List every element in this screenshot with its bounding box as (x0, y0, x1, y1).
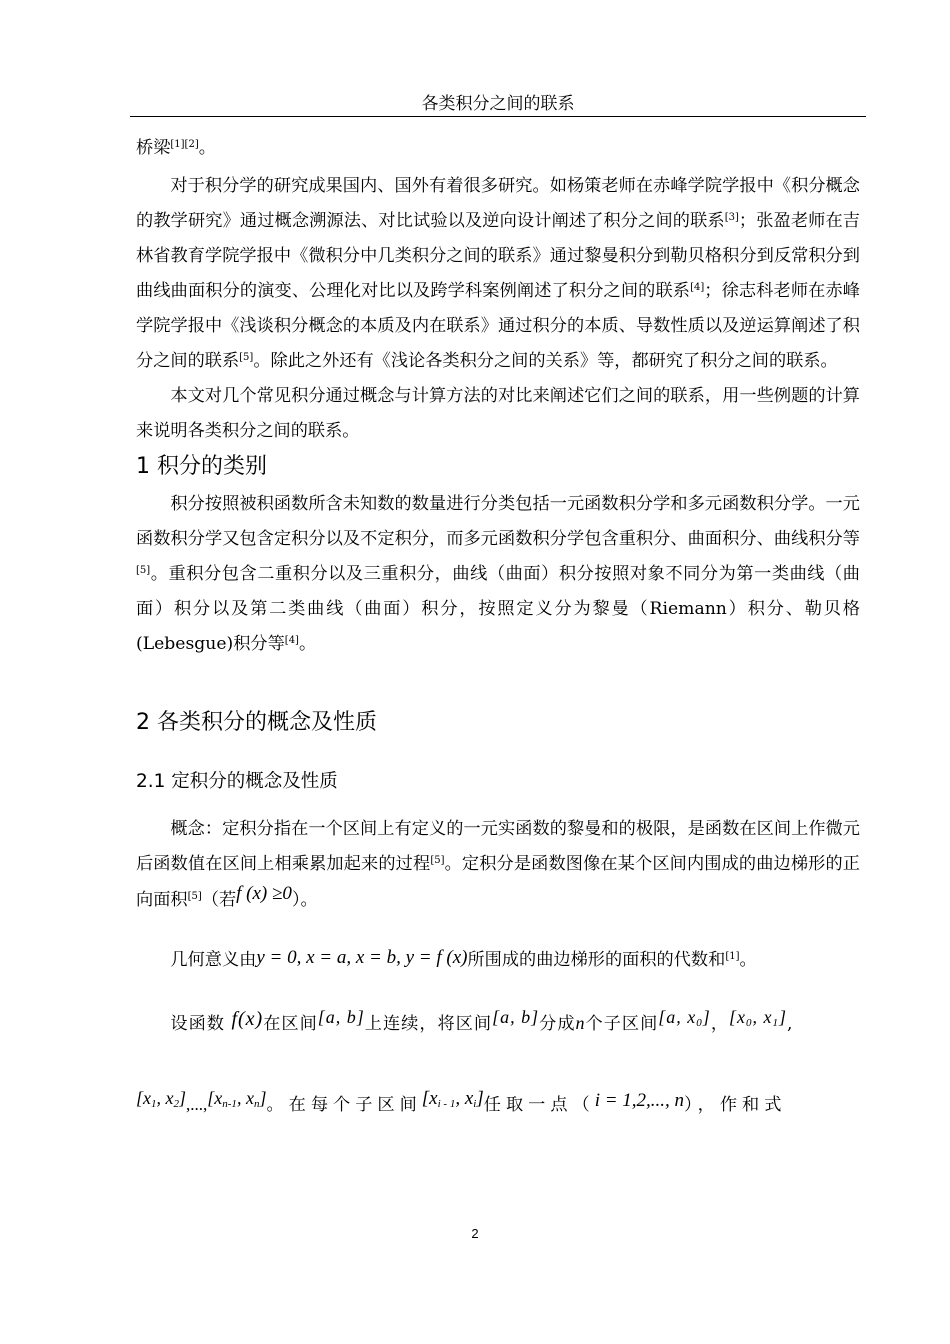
text: 。重积分包含二重积分以及三重积分，曲线（曲面）积分按照对象不同分为第一类曲线（曲面）积分以及第二类曲线（曲面）积分，按照定义分为黎曼（Riemann）积分、勒贝格(Lebesgue)积分等 (136, 564, 860, 654)
text: 设函数 (170, 1014, 225, 1034)
running-header: 各类积分之间的联系 (421, 94, 575, 114)
index-range-math: i = 1,2,..., n (594, 1090, 685, 1111)
text: [x (207, 1088, 223, 1108)
subsection-2-1-heading: 2.1 定积分的概念及性质 (136, 771, 338, 792)
subinterval-math: [$x_{n-1}$, $x_n$] (207, 1088, 267, 1110)
concept-paragraph (136, 812, 860, 918)
punct: 。 (198, 138, 216, 158)
subscript: n-1 (222, 1098, 237, 1110)
text: 所围成的曲边梯形的面积的代数和 (467, 950, 726, 970)
text: ），作和式 (684, 1095, 787, 1115)
section-2-heading: 2 各类积分的概念及性质 (136, 710, 377, 735)
text: 个子区间 (585, 1014, 659, 1034)
definition-line-1: 设函数 f(x)在区间[a, b]上连续，将区间[a, b]分成n个子区间[a, $x_0$]，[$x_0$, $x_1$], (170, 1007, 794, 1034)
function-f-math: f(x) (231, 1008, 264, 1030)
text: 几何意义由 (170, 950, 257, 970)
subinterval-math: [$x_0$, $x_1$] (729, 1007, 788, 1029)
subinterval-math: [$x_1$, $x_2$] (136, 1088, 187, 1110)
subscript: 2 (173, 1098, 179, 1110)
text: 上连续，将区间 (364, 1014, 493, 1034)
text: 。 (298, 634, 317, 654)
page-body (136, 131, 860, 1128)
subscript: 0 (696, 1017, 703, 1029)
subinterval-math: [$x_{i - 1}$, $x_i$] (421, 1088, 484, 1110)
text: [x (729, 1007, 747, 1027)
subscript: 1 (772, 1017, 780, 1029)
definition-line-2 (136, 1087, 860, 1128)
n-math: n (575, 1013, 586, 1033)
text: 。在每个子区间 (266, 1095, 422, 1115)
interval-math: [a, b] (492, 1007, 540, 1027)
citation: [4] (690, 282, 705, 293)
text: , x (236, 1088, 254, 1108)
intro-line0: 桥梁 (136, 138, 171, 158)
text: , x (455, 1088, 474, 1109)
ellipsis: ,..., (186, 1095, 208, 1114)
citation: [5] (430, 855, 445, 866)
text: 积分按照被积函数所含未知数的数量进行分类包括一元函数积分学和多元函数积分学。一元函数积分学又包含定积分以及不定积分，而多元函数积分学包含重积分、曲面积分、曲线积分等 (136, 494, 860, 549)
citation: [3] (724, 212, 739, 223)
text: ；徐志科老师在赤峰学院学报中《浅谈积分概念的本质及内在联系》通过积分的本质、导数性质以及逆运算阐述了积分之间的联系 (136, 281, 860, 371)
citation: [5] (239, 352, 254, 363)
text: （若 (201, 890, 237, 910)
geometric-meaning-paragraph (136, 942, 860, 978)
text: [a, x (658, 1007, 697, 1027)
subinterval-math: [a, $x_0$] (658, 1007, 711, 1029)
header-rule (130, 116, 866, 117)
section-1-paragraph (136, 487, 860, 662)
intro-paragraph-1 (136, 169, 860, 379)
text: 在区间 (263, 1014, 318, 1034)
text: 概念：定积分指在一个区间上有定义的一元实函数的黎曼和的极限，是函数在区间上作微元后函数值在区间上相乘累加起来的过程 (136, 819, 860, 874)
citation: [1][2] (170, 139, 199, 150)
subscript: 1 (151, 1098, 157, 1110)
text: [x (136, 1088, 151, 1108)
interval-math: [a, b] (317, 1007, 365, 1027)
text: 。定积分是函数图像在某个区间内围成的曲边梯形的正向面积 (136, 854, 860, 910)
text: ；张盈老师在吉林省教育学院学报中《微积分中几类积分之间的联系》通过黎曼积分到勒贝格积分到反常积分到曲线曲面积分的演变、公理化对比以及跨学科案例阐述了积分之间的联系 (136, 211, 860, 301)
text: ）。 (291, 890, 318, 910)
text: 任取一点（ (483, 1095, 595, 1115)
text: 。除此之外还有《浅论各类积分之间的关系》等，都研究了积分之间的联系。 (253, 351, 838, 371)
inequality-math: f (x) ≥0 (236, 883, 292, 904)
subscript: 0 (746, 1017, 753, 1029)
subscript: i - 1 (437, 1098, 456, 1110)
citation: [1] (725, 951, 740, 962)
text: 。 (739, 950, 757, 970)
citation: [5] (136, 565, 151, 576)
intro-continuation (136, 131, 860, 166)
citation: [5] (187, 891, 202, 902)
text: , x (752, 1007, 773, 1027)
boundary-equations-math: y = 0, x = a, x = b, y = f (x) (256, 947, 468, 968)
intro-paragraph-2: 本文对几个常见积分通过概念与计算方法的对比来阐述它们之间的联系，用一些例题的计算来说明各类积分之间的联系。 (136, 386, 860, 441)
subscript: n (253, 1098, 260, 1110)
page-number: 2 (471, 1226, 479, 1241)
text: 分成 (539, 1014, 576, 1034)
section-1-heading: 1 积分的类别 (136, 454, 267, 479)
text: , x (156, 1088, 174, 1108)
subscript: i (473, 1098, 477, 1110)
citation: [4] (284, 635, 299, 646)
text: 对于积分学的研究成果国内、国外有着很多研究。如杨策老师在赤峰学院学报中《积分概念的教学研究》通过概念溯源法、对比试验以及逆向设计阐述了积分之间的联系 (136, 176, 860, 231)
text: [x (421, 1088, 438, 1109)
